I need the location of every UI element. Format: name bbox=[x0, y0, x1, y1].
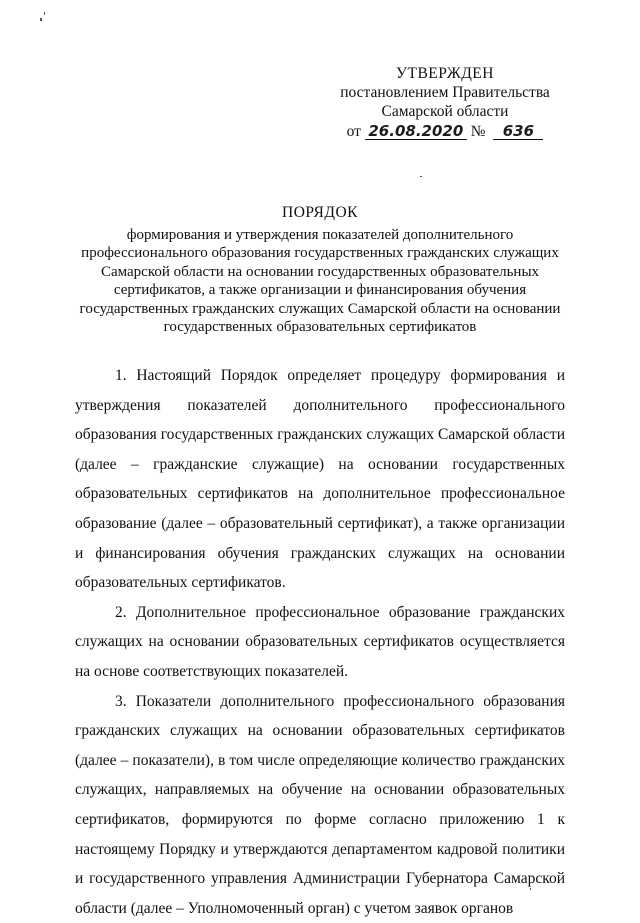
handwritten-number: 636 bbox=[493, 123, 543, 140]
approval-line-2: Самарской области bbox=[381, 103, 509, 120]
paragraph-2: 2. Дополнительное профессиональное образование гражданских служащих на основании образовательных сертификатов осуществляется на основе соответствующих показателей. bbox=[75, 603, 565, 680]
document-body bbox=[75, 361, 565, 923]
approval-heading: УТВЕРЖДЕН bbox=[396, 65, 494, 82]
scan-mark bbox=[420, 176, 422, 177]
paragraph-3: 3. Показатели дополнительного профессионального образования гражданских служащих на основании образовательных сертификатов (далее – показатели), в том числе определяющие количество гражданских служащих, направляемых на обучение на основании образовательных сертификатов, формируются по форме согласно приложению 1 к настоящему Порядку и утверждаются департаментом кадровой политики и государственного управления Администрации Губернатора Самарской области (далее – Уполномоченный орган) с учетом заявок органов bbox=[75, 692, 565, 917]
approval-date-line bbox=[330, 122, 560, 141]
number-prefix: № bbox=[470, 123, 486, 140]
date-prefix: от bbox=[346, 123, 361, 140]
approval-stamp-block bbox=[330, 64, 560, 141]
paragraph-1: 1. Настоящий Порядок определяет процедуру формирования и утверждения показателей дополнительного профессионального образования государственных гражданских служащих Самарской области (далее – гражданские служащие) на основании государственных образовательных сертификатов на дополнительное профессиональное образование (далее – образовательный сертификат), а также организации и финансирования обучения гражданских служащих на основании образовательных сертификатов. bbox=[75, 367, 565, 592]
scan-mark bbox=[44, 12, 45, 15]
document-title: ПОРЯДОК bbox=[282, 204, 358, 221]
document-title-block bbox=[74, 204, 566, 337]
approval-line-1: постановлением Правительства bbox=[340, 84, 550, 101]
document-subtitle: формирования и утверждения показателей дополнительного профессионального образования государственных гражданских служащих Самарской области на основании государственных образовательных сертификатов, а также организации и финансирования обучения государственных гражданских служащих Самарской области на основании государственных образовательных сертификатов bbox=[79, 226, 561, 335]
handwritten-date: 26.08.2020 bbox=[365, 123, 467, 140]
scan-mark bbox=[40, 18, 42, 21]
